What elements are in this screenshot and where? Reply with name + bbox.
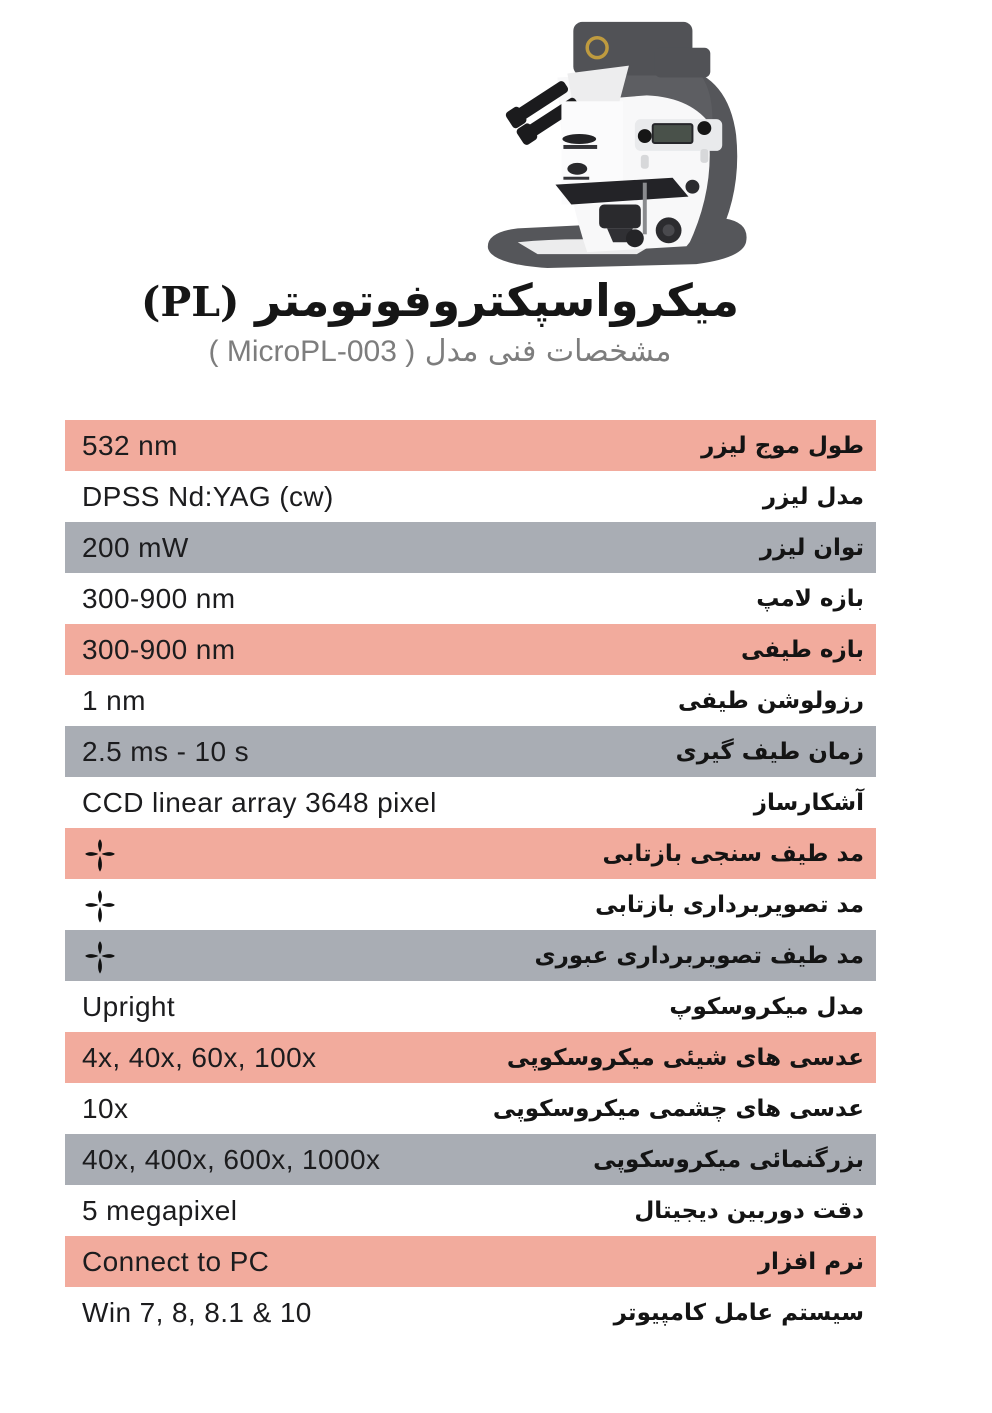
table-row [65, 1185, 876, 1236]
header [0, 276, 880, 369]
row-value-text: 300-900 nm [82, 633, 236, 665]
row-label: مد طیف تصویربرداری عبوری [534, 942, 864, 969]
row-label: مد تصویربرداری بازتابی [595, 891, 864, 918]
row-value [82, 481, 334, 513]
row-value-text: Upright [82, 990, 176, 1022]
feature-supported-icon [84, 885, 116, 925]
row-value [82, 583, 235, 615]
row-label: بازه لامپ [756, 585, 864, 612]
row-label: عدسی های شیئی میکروسکوپی [506, 1044, 864, 1071]
row-value [82, 1093, 128, 1125]
row-value-text: 532 nm [82, 429, 178, 461]
row-value-text: 4x, 40x, 60x, 100x [82, 1041, 317, 1073]
row-label: توان لیزر [759, 534, 864, 561]
row-label: بزرگنمائی میکروسکوپی [593, 1146, 864, 1173]
table-row [65, 1032, 876, 1083]
row-value-text: 10x [82, 1092, 129, 1124]
page-subtitle-fa: مشخصات فنی مدل [424, 333, 672, 369]
row-value [82, 1042, 316, 1074]
row-value-text: DPSS Nd:YAG (cw) [82, 480, 334, 512]
page-title-en: (PL) [140, 278, 240, 326]
feature-supported-icon [84, 834, 116, 874]
row-label: آشکارساز [753, 789, 864, 816]
table-row [65, 930, 876, 981]
row-value [82, 634, 235, 666]
row-value-text: Win 7, 8, 8.1 & 10 [82, 1296, 312, 1328]
row-value [82, 885, 116, 925]
row-value [82, 787, 437, 819]
row-label: مدل لیزر [762, 483, 864, 510]
page-subtitle [0, 334, 880, 369]
table-row [65, 879, 876, 930]
row-value [82, 736, 249, 768]
spec-table [65, 420, 876, 1338]
row-label: مدل میکروسکوپ [669, 993, 864, 1020]
row-label: دقت دوربین دیجیتال [634, 1197, 864, 1224]
table-row [65, 777, 876, 828]
table-row [65, 726, 876, 777]
row-value-text: 200 mW [82, 531, 189, 563]
row-value-text: 2.5 ms - 10 s [82, 735, 250, 767]
row-value [82, 1246, 269, 1278]
table-row [65, 573, 876, 624]
row-value-text: 300-900 nm [82, 582, 236, 614]
row-value [82, 1297, 312, 1329]
row-label: سیستم عامل کامپیوتر [613, 1299, 864, 1326]
row-value [82, 834, 116, 874]
microscope-illustration [452, 8, 782, 276]
row-label: زمان طیف گیری [675, 738, 864, 765]
row-value [82, 991, 175, 1023]
row-label: رزولوشن طیفی [677, 687, 864, 714]
row-value-text: 1 nm [82, 684, 146, 716]
row-label: نرم افزار [757, 1248, 864, 1275]
model-number: ( MicroPL-003 ) [208, 334, 416, 368]
row-label: عدسی های چشمی میکروسکوپی [492, 1095, 864, 1122]
table-row [65, 624, 876, 675]
table-row [65, 675, 876, 726]
row-value [82, 430, 178, 462]
row-value [82, 1144, 380, 1176]
row-value-text: 40x, 400x, 600x, 1000x [82, 1143, 381, 1175]
table-row [65, 1236, 876, 1287]
row-value-text: 5 megapixel [82, 1194, 238, 1226]
table-row [65, 471, 876, 522]
table-row [65, 420, 876, 471]
row-value [82, 1195, 237, 1227]
row-label: مد طیف سنجی بازتابی [602, 840, 864, 867]
table-row [65, 1083, 876, 1134]
row-label: طول موج لیزر [701, 432, 864, 459]
page-title-fa: میکرواسپکتروفوتومتر [255, 274, 740, 327]
table-row [65, 1134, 876, 1185]
row-label: بازه طیفی [741, 636, 864, 663]
row-value [82, 936, 116, 976]
row-value [82, 532, 189, 564]
table-row [65, 1287, 876, 1338]
table-row [65, 981, 876, 1032]
row-value-text: CCD linear array 3648 pixel [82, 786, 437, 818]
row-value [82, 685, 146, 717]
table-row [65, 522, 876, 573]
table-row [65, 828, 876, 879]
row-value-text: Connect to PC [82, 1245, 270, 1277]
page-title [0, 276, 880, 326]
feature-supported-icon [84, 936, 116, 976]
